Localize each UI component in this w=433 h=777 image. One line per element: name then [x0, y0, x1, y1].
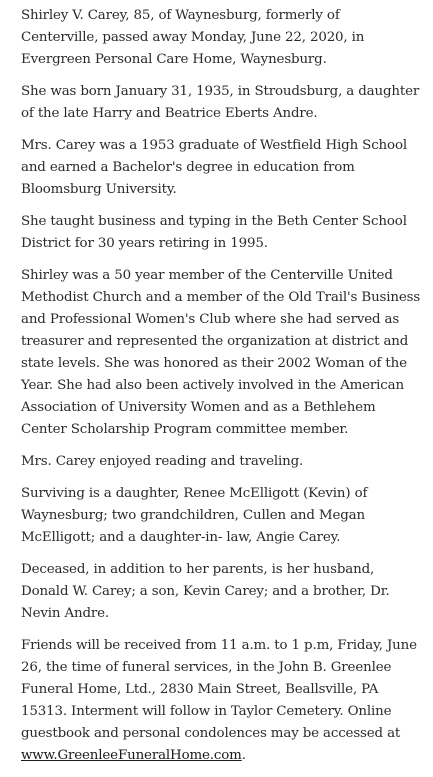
- paragraph-education: Mrs. Carey was a 1953 graduate of Westfield High School and earned a Bachelor's degree in education from Bloomsburg University.: [21, 138, 407, 197]
- paragraph-community: Shirley was a 50 year member of the Centerville United Methodist Church and a member of the Old Trail's Business and Professional Women's Club where she had served as treasurer and represented the organization at district and state levels. She was honored as their 2002 Woman of the Year. She had also been actively involved in the American Association of University Women and as a Bethlehem Center Scholarship Program committee member.: [21, 268, 421, 437]
- paragraph-deceased-relatives: Deceased, in addition to her parents, is her husband, Donald W. Carey; a son, Kevin Carey; and a brother, Dr. Nevin Andre.: [21, 562, 390, 621]
- paragraph-birth: She was born January 31, 1935, in Stroudsburg, a daughter of the late Harry and Beatrice Eberts Andre.: [21, 84, 420, 121]
- paragraph-interests: Mrs. Carey enjoyed reading and traveling.: [21, 454, 304, 469]
- link-suffix: .: [241, 748, 246, 763]
- obituary-article: [21, 5, 421, 777]
- paragraph-survivors: Surviving is a daughter, Renee McElligott (Kevin) of Waynesburg; two grandchildren, Cullen and Megan McElligott; and a daughter-in- law, Angie Carey.: [21, 486, 368, 545]
- paragraph-career: She taught business and typing in the Beth Center School District for 30 years retiring in 1995.: [21, 214, 407, 251]
- paragraph-death-notice: Shirley V. Carey, 85, of Waynesburg, formerly of Centerville, passed away Monday, June 22, 2020, in Evergreen Personal Care Home, Waynesburg.: [21, 8, 365, 67]
- paragraph-services: [21, 635, 421, 767]
- funeral-home-link[interactable]: www.GreenleeFuneralHome.com: [21, 748, 242, 763]
- services-text: Friends will be received from 11 a.m. to 1 p.m, Friday, June 26, the time of funeral services, in the John B. Greenlee Funeral Home, Ltd., 2830 Main Street, Beallsville, PA 15313. Interment will follow in Taylor Cemetery. Online guestbook and personal condolences may be accessed at: [21, 638, 417, 741]
